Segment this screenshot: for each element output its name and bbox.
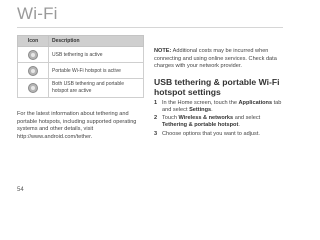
icon-cell bbox=[18, 47, 49, 63]
step-text: Touch bbox=[162, 115, 179, 122]
column-header-description: Description bbox=[49, 36, 144, 47]
wifi-hotspot-icon bbox=[28, 66, 38, 76]
step-text: Choose options that you want to adjust. bbox=[162, 130, 260, 137]
step-number: 1 bbox=[154, 99, 158, 106]
step-item bbox=[154, 115, 286, 130]
table-row bbox=[18, 47, 144, 63]
step-text: tab and select bbox=[162, 99, 282, 113]
table-row bbox=[18, 63, 144, 79]
column-header-icon: Icon bbox=[18, 36, 49, 47]
step-ui-term: Settings bbox=[189, 106, 212, 113]
page-number: 54 bbox=[17, 187, 24, 193]
step-number: 3 bbox=[154, 130, 158, 137]
note-label: NOTE: bbox=[154, 48, 172, 54]
table-row bbox=[18, 79, 144, 98]
page-title: Wi-Fi bbox=[17, 4, 58, 23]
icon-table bbox=[17, 35, 144, 98]
usb-tether-icon bbox=[28, 50, 38, 60]
step-text: . bbox=[238, 122, 240, 129]
steps-list bbox=[154, 100, 286, 138]
right-column bbox=[154, 48, 286, 139]
step-ui-term: Applications bbox=[238, 99, 273, 106]
step-item bbox=[154, 100, 286, 115]
step-item bbox=[154, 131, 286, 138]
note-paragraph bbox=[154, 48, 286, 71]
note-text: Additional costs may be incurred when connecting and using online services. Check data charges with your network provider. bbox=[154, 48, 277, 69]
icon-cell bbox=[18, 79, 49, 98]
table-header-row bbox=[18, 36, 144, 47]
usb-and-hotspot-icon bbox=[28, 83, 38, 93]
step-text: . bbox=[211, 106, 213, 113]
step-number: 2 bbox=[154, 115, 158, 122]
description-cell: Portable Wi-Fi hotspot is active bbox=[49, 63, 144, 79]
description-cell: Both USB tethering and portable hotspot are active bbox=[49, 79, 144, 98]
step-text: and select bbox=[233, 115, 261, 122]
title-divider bbox=[17, 27, 283, 28]
description-cell: USB tethering is active bbox=[49, 47, 144, 63]
section-heading: USB tethering & portable Wi-Fi hotspot settings bbox=[154, 76, 280, 97]
step-text: In the Home screen, touch the bbox=[162, 99, 239, 106]
icon-cell bbox=[18, 63, 49, 79]
step-ui-term: Wireless & networks bbox=[178, 115, 234, 122]
step-ui-term: Tethering & portable hotspot bbox=[162, 122, 239, 129]
tethering-info-paragraph: For the latest information about tethering and portable hotspots, including supported operating systems and other details, visit http://www.android.com/tether. bbox=[17, 111, 137, 140]
